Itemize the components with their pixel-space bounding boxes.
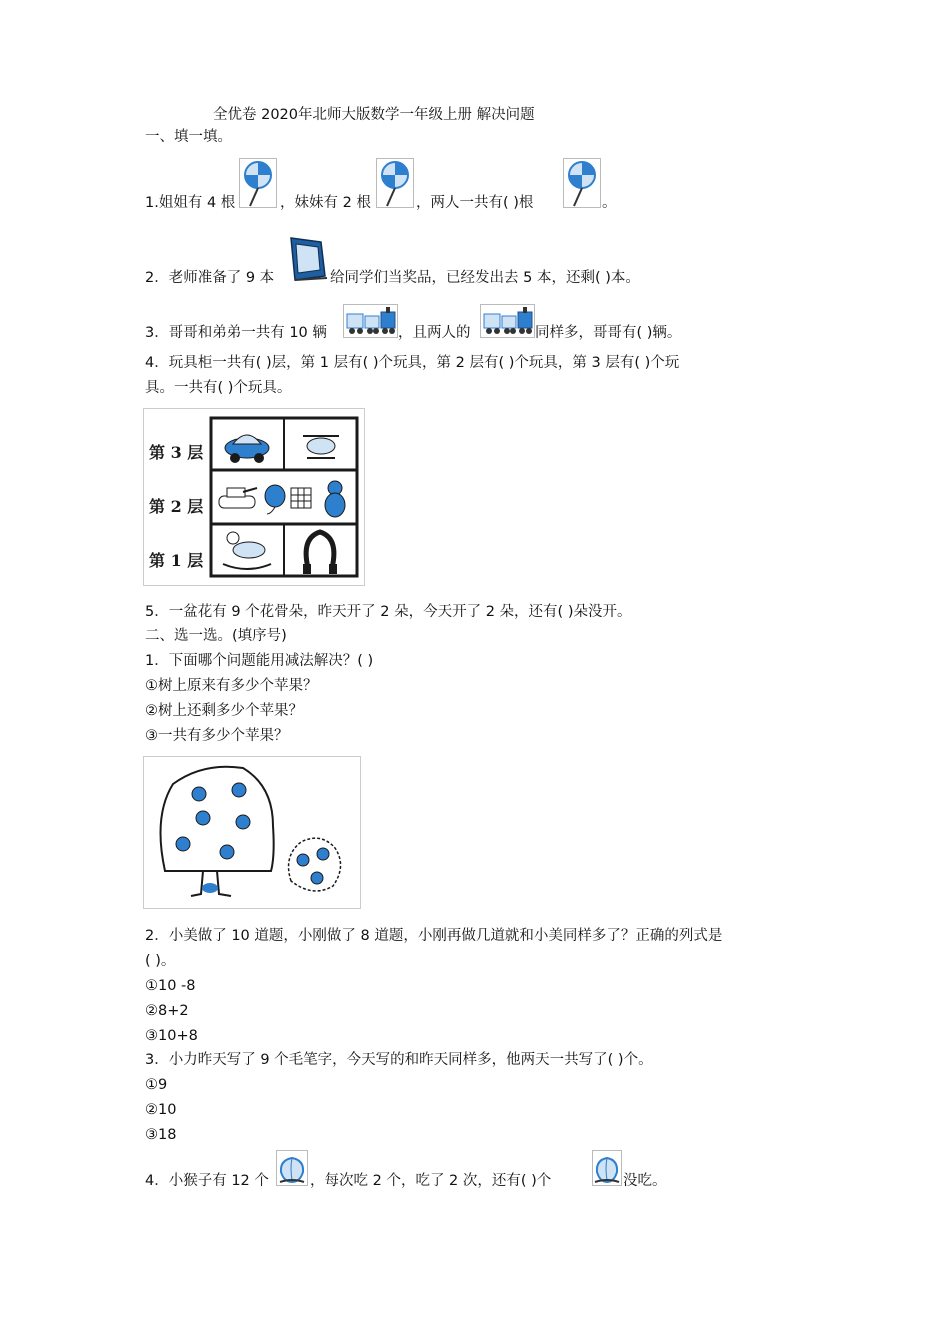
q3-text-a: 3．哥哥和弟弟一共有 10 辆 (145, 325, 327, 341)
train-icon (343, 304, 398, 338)
s2-q3-option-2: ②10 (145, 1102, 177, 1118)
q4-line1: 4．玩具柜一共有( )层，第 1 层有( )个玩具，第 2 层有( )个玩具，第 3 层有( )个玩 (145, 355, 680, 371)
peach-icon (592, 1150, 622, 1186)
section1-heading: 一、填一填。 (145, 129, 232, 145)
s2-q2-option-1: ①10 -8 (145, 978, 196, 994)
s2-q3-option-1: ①9 (145, 1077, 168, 1093)
toy-shelf-figure (143, 408, 365, 586)
s2-q4-text-c: 没吃。 (623, 1173, 667, 1189)
peach-icon (276, 1150, 308, 1186)
page-title: 全优卷 2020年北师大版数学一年级上册 解决问题 (213, 107, 535, 123)
s2-q4-text-a: 4．小猴子有 12 个 (145, 1173, 269, 1189)
apple-tree-figure (143, 756, 361, 909)
q3-text-c: 同样多，哥哥有( )辆。 (535, 325, 682, 341)
section2-heading: 二、选一选。(填序号) (145, 628, 287, 644)
s2-q2-option-2: ②8+2 (145, 1003, 189, 1019)
shelf-label-1: 第 1 层 (149, 551, 204, 570)
q1-text-c: ，两人一共有( )根 (416, 195, 534, 211)
s2-q4-text-b: ，每次吃 2 个，吃了 2 次，还有( )个 (310, 1173, 552, 1189)
s2-q2-option-3: ③10+8 (145, 1028, 198, 1044)
lollipop-icon (376, 158, 414, 208)
train-icon (480, 304, 535, 338)
q1-text-a: 1.姐姐有 4 根 (145, 195, 236, 211)
s2-q2-stem-1: 2．小美做了 10 道题，小刚做了 8 道题，小刚再做几道就和小美同样多了？正确的列式是 (145, 928, 723, 944)
lollipop-icon (239, 158, 277, 208)
s2-q1-option-3: ③一共有多少个苹果？ (145, 728, 289, 744)
q4-line2: 具。一共有( )个玩具。 (145, 380, 292, 396)
q2-text-b: 给同学们当奖品，已经发出去 5 本，还剩( )本。 (330, 270, 640, 286)
shelf-label-2: 第 2 层 (149, 497, 204, 516)
shelf-label-3: 第 3 层 (149, 443, 204, 462)
q1-text-d: 。 (602, 195, 617, 211)
q1-text-b: ，妹妹有 2 根 (280, 195, 371, 211)
s2-q3-option-3: ③18 (145, 1127, 177, 1143)
s2-q1-stem: 1．下面哪个问题能用减法解决？( ) (145, 653, 374, 669)
s2-q2-stem-2: ( )。 (145, 953, 176, 969)
s2-q1-option-2: ②树上还剩多少个苹果？ (145, 703, 303, 719)
lollipop-icon (563, 158, 601, 208)
book-icon (287, 236, 329, 282)
s2-q3-stem: 3．小力昨天写了 9 个毛笔字，今天写的和昨天同样多，他两天一共写了( )个。 (145, 1052, 653, 1068)
s2-q1-option-1: ①树上原来有多少个苹果？ (145, 678, 318, 694)
q3-text-b: ，且两人的 (398, 325, 471, 341)
q5-text: 5．一盆花有 9 个花骨朵，昨天开了 2 朵，今天开了 2 朵，还有( )朵没开。 (145, 604, 632, 620)
q2-text-a: 2．老师准备了 9 本 (145, 270, 275, 286)
